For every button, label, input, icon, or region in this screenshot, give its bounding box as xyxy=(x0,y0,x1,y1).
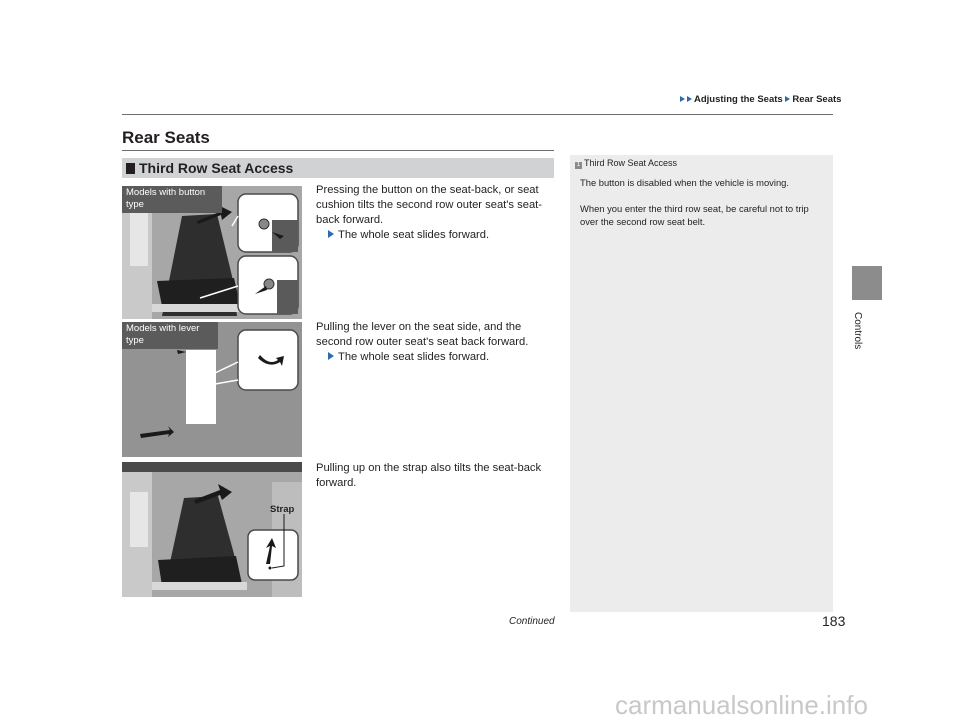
figure-lever-type xyxy=(122,322,302,457)
model-tag-button-type: Models with button type xyxy=(122,186,222,213)
instruction-button-result xyxy=(316,228,554,243)
header-rule xyxy=(122,114,833,115)
note-title-text: Third Row Seat Access xyxy=(584,158,678,168)
chapter-tab-marker xyxy=(852,266,882,300)
instruction-lever-text: Pulling the lever on the seat side, and the second row outer seat's seat back forward. xyxy=(316,321,529,348)
note-paragraph-2: When you enter the third row seat, be careful not to trip over the second row seat belt. xyxy=(580,203,809,227)
section-square-icon xyxy=(126,163,135,174)
page-number: 183 xyxy=(822,613,846,629)
breadcrumb-arrow-icon xyxy=(687,96,692,102)
chapter-tab-label: Controls xyxy=(852,312,863,350)
instruction-strap-text: Pulling up on the strap also tilts the seat-back forward. xyxy=(316,462,542,489)
breadcrumb xyxy=(680,94,841,105)
figure-button-type xyxy=(122,186,302,319)
result-arrow-icon xyxy=(328,230,334,238)
instruction-strap xyxy=(316,461,554,491)
instruction-button-result-text: The whole seat slides forward. xyxy=(338,229,490,241)
result-arrow-icon xyxy=(328,352,334,360)
section-heading xyxy=(126,160,293,176)
breadcrumb-arrow-icon xyxy=(680,96,685,102)
breadcrumb-arrow-icon xyxy=(785,96,790,102)
breadcrumb-item-adjusting-seats[interactable]: Adjusting the Seats xyxy=(694,94,783,105)
strap-callout-label: Strap xyxy=(270,504,295,515)
figure-strap xyxy=(122,462,302,597)
note-paragraph-1: The button is disabled when the vehicle is moving. xyxy=(580,177,789,188)
instruction-lever-result xyxy=(316,350,554,365)
instruction-lever xyxy=(316,320,554,365)
seat-strap-illustration xyxy=(122,462,302,597)
instruction-button-text: Pressing the button on the seat-back, or seat cushion tilts the second row outer seat's seat-back forward. xyxy=(316,184,543,226)
page-title: Rear Seats xyxy=(122,128,210,147)
breadcrumb-item-rear-seats[interactable]: Rear Seats xyxy=(792,94,842,105)
title-rule xyxy=(122,150,554,151)
model-tag-lever-type: Models with lever type xyxy=(122,322,218,349)
instruction-button xyxy=(316,183,554,243)
watermark: carmanualsonline.info xyxy=(615,690,868,720)
continued-label: Continued xyxy=(509,616,555,627)
instruction-lever-result-text: The whole seat slides forward. xyxy=(338,351,490,363)
note-title xyxy=(575,158,677,169)
note-marker-icon: 1 xyxy=(576,162,581,168)
section-heading-text: Third Row Seat Access xyxy=(139,160,294,176)
